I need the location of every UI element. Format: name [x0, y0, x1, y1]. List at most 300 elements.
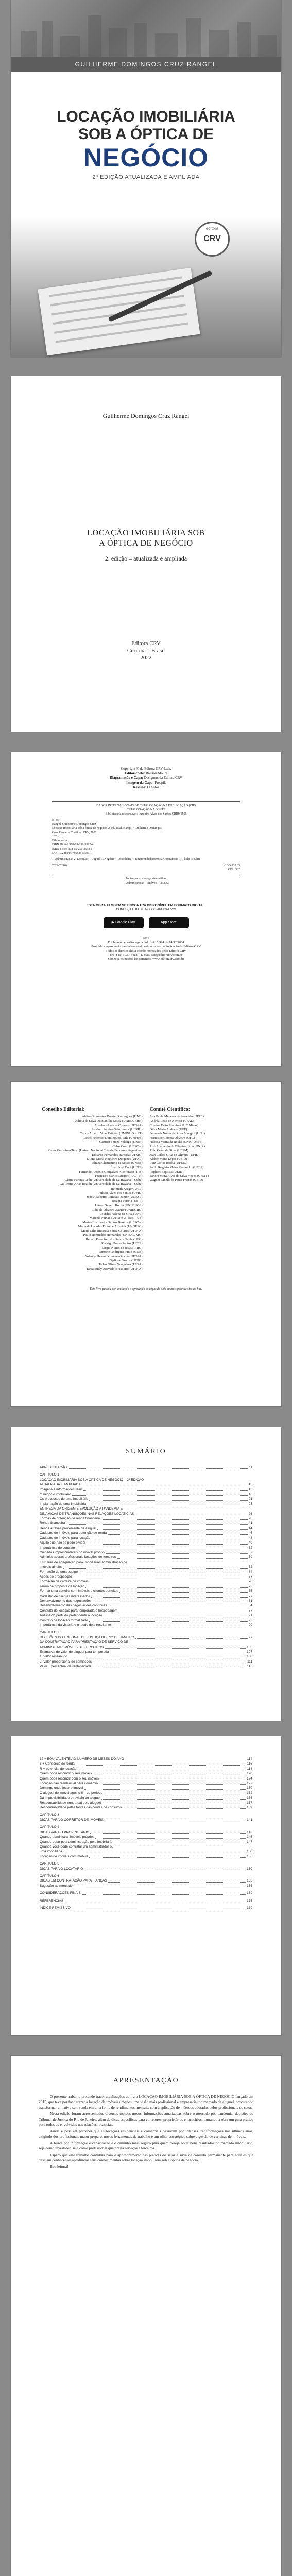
- toc-entry[interactable]: [40, 1884, 252, 1888]
- toc-entry[interactable]: [40, 1546, 252, 1550]
- council-member: Simone Rodrigues Pinto (UNB): [99, 1250, 143, 1254]
- legal-line: Conheça os nossos lançamentos: www.editoracrv.com.br: [108, 957, 184, 961]
- google-play-button[interactable]: ▶ Google Play: [104, 917, 144, 928]
- toc-entry[interactable]: [40, 1899, 252, 1903]
- council-member: Maria Cristina dos Santos Bezerra (UFSCar): [82, 1221, 143, 1225]
- toc-entry-page: 15: [248, 1483, 252, 1487]
- toc-leader-dots: [99, 1784, 246, 1785]
- cover-edition: 2ª EDIÇÃO ATUALIZADA E AMPLIADA: [92, 174, 200, 180]
- toc-entry-label: DICAS PARA O LOCATÁRIO: [40, 1867, 83, 1871]
- toc-entry[interactable]: [40, 1835, 252, 1839]
- toc-entry-label: Estrutura de adequação para imobiliárias administração de: [40, 1560, 127, 1564]
- committee-member: Wagner Cinelli de Paula Freitas (UERJ): [149, 1178, 203, 1182]
- toc-entry-page: 145: [247, 1835, 252, 1839]
- toc-leader-dots: [66, 1524, 248, 1525]
- council-member: Carlos Alberto Vilar Estêvão (UMINHO – PT): [79, 1132, 143, 1136]
- council-member: Rodrigo Pratte-Santos (UFES): [101, 1242, 143, 1246]
- title-page-title: [11, 528, 281, 549]
- toc-leader-dots: [76, 1765, 246, 1766]
- toc-entry-label: Formas de obtenção de renda financeira: [40, 1517, 100, 1521]
- toc-leader-dots: [89, 1500, 247, 1501]
- toc-entry[interactable]: [40, 1574, 252, 1579]
- credit-value: O Autor: [147, 785, 159, 789]
- toc-entry-label: Desenvolvimento das negociações contínuas: [40, 1604, 107, 1608]
- council-member: Guillermo Arias Beatón (Universidade de La Havana – Cuba): [59, 1182, 143, 1187]
- toc-entry-page: 166: [247, 1884, 252, 1888]
- toc-entry-label: Importância da vistoria e o laudo dela resultante: [40, 1623, 111, 1627]
- toc-entry-label: ENTREGA DA ORIGEM E EVOLUÇÃO À PANDEMIA E: [40, 1507, 123, 1511]
- toc-entry[interactable]: [40, 1771, 252, 1776]
- legal-line: Tel.: (41) 3039-6418 – E-mail: sac@editoracrv.com.br: [109, 953, 183, 957]
- title-page-title-line1: LOCAÇÃO IMOBILIÁRIA SOB: [87, 529, 205, 537]
- toc-entry-label: Desenvolvimento das negociações: [40, 1599, 92, 1603]
- toc-entry[interactable]: [40, 1861, 252, 1866]
- toc-entry[interactable]: [40, 1465, 252, 1470]
- toc-entry-page: 99: [248, 1623, 252, 1627]
- catalog-number: 2022-26946: [52, 864, 67, 867]
- scientific-committee-title: Comitê Científico:: [149, 1107, 191, 1112]
- toc-entry-label: R = potencial de locação: [40, 1767, 77, 1771]
- toc-entry-page: 26: [248, 1512, 252, 1516]
- toc-leader-dots: [89, 1857, 246, 1858]
- council-member: Lourdes Helena da Silva (UFV): [99, 1212, 143, 1216]
- presentation-paragraph: Boa leitura!: [50, 2164, 68, 2169]
- toc-entry-label: Importância do contrato: [40, 1546, 75, 1550]
- toc-leader-dots: [123, 1808, 246, 1809]
- toc-entry-label: CAPÍTULO 5: [40, 1862, 59, 1866]
- toc-entry[interactable]: [40, 1608, 252, 1613]
- toc-entry-page: 59: [248, 1555, 252, 1560]
- committee-member: Raphael Baptista (UERJ): [149, 1170, 184, 1174]
- toc-entry-label: 2. Valor proporcional de comissões: [40, 1659, 92, 1664]
- toc-entry-label: LOCAÇÃO IMOBILIÁRIA SOB A ÓPTICA DE NEGÓCIO – 2ª EDIÇÃO: [40, 1478, 144, 1482]
- toc-entry-label: Quando você pode contratar um administrador ou: [40, 1844, 114, 1849]
- copyright-line: Copyright © da Editora CRV Ltda.: [121, 767, 171, 771]
- toc-leader-dots: [108, 1882, 246, 1883]
- toc-entry-label: REFERÊNCIAS: [40, 1899, 64, 1903]
- toc-entry[interactable]: [40, 1526, 252, 1531]
- toc-entry[interactable]: [40, 1825, 252, 1829]
- toc-entry-page: 179: [247, 1906, 252, 1910]
- copyright-page: [11, 752, 281, 1066]
- toc-entry[interactable]: [40, 1812, 252, 1817]
- committee-member: Kleber Viana Lopes (UFRJ): [149, 1157, 187, 1161]
- toc-entry[interactable]: [40, 1818, 252, 1822]
- toc-entry[interactable]: [40, 1584, 252, 1589]
- toc-entry[interactable]: [40, 1492, 252, 1497]
- toc-entry[interactable]: [40, 1801, 252, 1805]
- toc-entry[interactable]: [40, 1906, 252, 1910]
- toc-leader-dots: [105, 1648, 246, 1649]
- legal-lines: [11, 941, 281, 961]
- book-cover: [11, 0, 281, 357]
- council-member: Helmuth Krüger (UCP): [111, 1187, 143, 1191]
- toc-entry-page: 57: [248, 1550, 252, 1554]
- toc-entry[interactable]: [40, 1560, 252, 1565]
- toc-leader-dots: [95, 1838, 246, 1839]
- toc-entry-page: 143: [247, 1830, 252, 1834]
- editorial-council-page: [11, 1082, 281, 1406]
- legal-notice: [11, 937, 281, 961]
- toc-entry-page: 108: [247, 1655, 252, 1659]
- title-page-title-line2: A ÓPTICA DE NEGÓCIO: [99, 539, 193, 548]
- toc-entry-page: 28: [248, 1517, 252, 1521]
- council-member: Eduardo Fernandes Barbosa (UFMG): [92, 1153, 143, 1157]
- toc-entry-label: Consulta de locação para temporada e hospedagem: [40, 1608, 118, 1613]
- ebook-title: ESTA OBRA TAMBÉM SE ENCONTRA DISPONÍVEL EM FORMATO DIGITAL.: [86, 904, 206, 907]
- toc-entry[interactable]: [40, 1482, 252, 1487]
- toc-entry-label: ADMINISTRAR IMÓVEIS DE TERCEIROS: [40, 1645, 104, 1649]
- toc-leader-dots: [108, 1534, 248, 1535]
- toc-entry-page: 81: [248, 1599, 252, 1603]
- toc-entry-label: Contrato de locação formalizado: [40, 1618, 88, 1622]
- toc-entry[interactable]: [40, 1599, 252, 1603]
- toc-entry-page: 135: [247, 1796, 252, 1800]
- toc-entry[interactable]: [40, 1786, 252, 1790]
- council-member: Josania Portela (UFPI): [112, 1199, 143, 1204]
- toc-entry-page: 160: [247, 1867, 252, 1871]
- toc-entry[interactable]: [40, 1805, 252, 1810]
- toc-entry[interactable]: [40, 1521, 252, 1526]
- toc-entry[interactable]: [40, 1623, 252, 1628]
- title-page-publisher: [11, 640, 281, 662]
- toc-entry[interactable]: [40, 1635, 252, 1640]
- toc-entry[interactable]: [40, 1478, 252, 1482]
- toc-entry-page: 87: [248, 1608, 252, 1613]
- toc-entry-label: Quando optar pela administração pela imobiliária: [40, 1840, 113, 1844]
- council-member: Jailson Alves dos Santos (UFRJ): [98, 1191, 143, 1195]
- toc-entry[interactable]: [40, 1540, 252, 1545]
- toc-entry-label: Cadastro de imóveis para locação: [40, 1536, 91, 1540]
- toc-entry-label: DINÂMICAS DE TRANSIÇÕES NAS RELAÇÕES LOCATÍCIAS: [40, 1512, 134, 1516]
- toc-entry-page: 16: [248, 1493, 252, 1497]
- cover-title: [11, 108, 281, 180]
- toc-entry-label: Sugestão ao mercado: [40, 1884, 73, 1888]
- table-of-contents-continued: [40, 1757, 252, 1910]
- toc-entry-page: 97: [248, 1635, 252, 1639]
- catalog-title: DADOS INTERNACIONAIS DE CATALOGAÇÃO NA PUBLICAÇÃO (CIP): [96, 804, 196, 807]
- presentation-page: [11, 2056, 281, 2576]
- toc-entry[interactable]: [40, 1472, 252, 1477]
- toc-entry[interactable]: [40, 1506, 252, 1511]
- toc-entry-page: 163: [247, 1879, 252, 1883]
- toc-leader-dots: [101, 1519, 248, 1520]
- presentation-paragraph: O presente trabalho pretende trazer atualizações ao livro LOCAÇÃO IMOBILIÁRIA SOB A ÓPTICA DE NEGÓCIO lançado em 2015, que teve por foco trazer à locação de imóveis urbanos uma visão mais profissional e empresarial do mercado de aluguel, procurando transformar um ativo sem renda em uma fonte de rendimentos mensais, com a aplicação de métodos adotados pelos profissionais do setor.: [39, 2094, 253, 2110]
- toc-leader-dots: [85, 1587, 247, 1588]
- council-member: Cesar Gerónimo Tello (Univer. Nacional Três de Febrero – Argentina): [48, 1148, 143, 1153]
- toc-entry-page: 116: [247, 1762, 252, 1766]
- toc-entry[interactable]: [40, 1664, 252, 1669]
- toc-entry-page: 70: [248, 1580, 252, 1584]
- publisher-logo-top: editora: [205, 226, 219, 231]
- toc-entry-label: O negócio imobiliário: [40, 1493, 71, 1497]
- toc-entry[interactable]: [40, 1840, 252, 1844]
- toc-entry-label: Responsabilidade pelas tarifas das contas de consumo: [40, 1806, 122, 1810]
- toc-entry-label: Locação de imóveis com mobília: [40, 1854, 89, 1858]
- toc-entry-label: Renda financeira: [40, 1521, 65, 1526]
- toc-entry[interactable]: [40, 1502, 252, 1506]
- toc-entry-label: Formação de carteira de imóveis: [40, 1580, 89, 1584]
- toc-entry-page: 44: [248, 1526, 252, 1530]
- committee-member: Cristina Brito Moreira (PUC Minas): [149, 1123, 199, 1127]
- toc-entry-label: DECISÕES DO TRIBUNAL DE JUSTIÇA DO RIO DE JANEIRO: [40, 1635, 134, 1639]
- council-member: Aldira Guimarães Duarte Domínguez (UNB): [82, 1115, 143, 1119]
- toc-entry-label: Cadastro de clientes interessados: [40, 1594, 90, 1598]
- committee-member: Sandra Mara Alves da Silva Neves (UFMT): [149, 1174, 209, 1178]
- title-page-edition: 2. edição – atualizada e ampliada: [105, 555, 187, 562]
- council-member: Tania Suely Azevedo Brasileiro (UFOPA): [86, 1267, 143, 1271]
- toc-entry-label: Os processos de uma imobiliária: [40, 1497, 89, 1501]
- toc-entry-page: 150: [247, 1850, 252, 1854]
- toc-entry[interactable]: [40, 1757, 252, 1761]
- ebook-note: [11, 904, 281, 928]
- toc-entry-label: Implantação de uma imobiliária: [40, 1502, 86, 1506]
- catalog-card: [52, 801, 240, 885]
- committee-member: Ana Paula Meneses de Azevedo (UFPE): [149, 1115, 204, 1119]
- toc-entry-label: DICAS PARA O PROPRIETÁRIO: [40, 1830, 90, 1834]
- toc-entry[interactable]: [40, 1659, 252, 1664]
- council-member: Anselmo Alencar Colares (UFOPA): [94, 1123, 143, 1127]
- toc-entry-label: CONSIDERAÇÕES FINAIS: [40, 1891, 81, 1895]
- credits-block: [11, 767, 281, 790]
- committee-member: Dilza Maria Andrade (UFF): [149, 1127, 187, 1131]
- toc-entry-label: Cadastro de imóveis para obtenção de renda: [40, 1531, 107, 1535]
- toc-entry-page: 67: [248, 1574, 252, 1579]
- toc-entry[interactable]: [40, 1891, 252, 1895]
- credit-value: Freepik: [154, 781, 166, 785]
- presentation-paragraph: A busca por informação e capacitação é o caminho mais seguro para quem deseja obter bons resultados no mercado imobiliário, seja como investidor, seja como profissional que presta serviços a terceiros.: [39, 2140, 253, 2150]
- summary-title: SUMÁRIO: [126, 1448, 166, 1455]
- toc-entry-page: 75: [248, 1589, 252, 1594]
- scientific-committee-list: [150, 1115, 251, 1182]
- toc-entry-page: 139: [247, 1806, 252, 1810]
- toc-entry-page: 48: [248, 1536, 252, 1540]
- toc-leader-dots: [119, 1592, 248, 1593]
- committee-member: Luiz Carlos Rocha (UFMG): [149, 1161, 187, 1165]
- toc-entry[interactable]: [40, 1795, 252, 1800]
- toc-entry-page: 169: [247, 1891, 252, 1895]
- toc-entry[interactable]: [40, 1640, 252, 1645]
- legal-line: Foi feito o depósito legal conf. Lei 10.994 de 14/12/2004: [108, 941, 184, 944]
- legal-line: Todos os direitos desta edição reservados pela: Editora CRV: [106, 949, 186, 953]
- cover-author: GUILHERME DOMINGOS CRUZ RANGEL: [11, 57, 281, 72]
- toc-entry-page: 175: [247, 1899, 252, 1903]
- toc-entry[interactable]: [40, 1791, 252, 1795]
- editorial-board: [42, 1108, 143, 1272]
- cover-photo: [11, 216, 281, 357]
- toc-entry-label: Cuidados imprescindíveis no imóvel próprio: [40, 1550, 105, 1554]
- toc-entry[interactable]: [40, 1761, 252, 1766]
- toc-entry[interactable]: [40, 1512, 252, 1516]
- council-member: Leonel Severo Rocha (UNISINOS): [95, 1204, 143, 1208]
- toc-entry-label: CAPÍTULO 3: [40, 1813, 59, 1817]
- council-member: Élsio José Corá (UFFS): [110, 1165, 143, 1170]
- council-member: Carmen Tereza Velanga (UNIR): [99, 1140, 143, 1144]
- toc-leader-dots: [101, 1799, 246, 1800]
- council-member: Maria de Lourdes Pinto de Almeida (UNOESC): [78, 1225, 143, 1229]
- toc-entry[interactable]: [40, 1854, 252, 1859]
- toc-entry-label: Análise do perfil do pretendente à locação: [40, 1614, 102, 1618]
- editorial-board-title: Conselho Editorial:: [42, 1107, 85, 1112]
- toc-entry[interactable]: [40, 1844, 252, 1849]
- toc-entry[interactable]: [40, 1516, 252, 1521]
- toc-entry-page: 141: [247, 1818, 252, 1822]
- catalog-subjects: 1. Administração 2. Locação – Aluguel 3. Negócio – Imobiliária 4. Empreendedorismo 5. Contratação 1. Título II. Série: [52, 858, 201, 861]
- toc-entry-label: DA CONTRATAÇÃO PARA PRESTAÇÃO DE SERVIÇO DE: [40, 1640, 129, 1645]
- toc-entry-label: CAPÍTULO 1: [40, 1473, 59, 1477]
- catalog-line: DOI 10.24824/978652513593.1: [52, 852, 92, 855]
- council-member: Elizeu Clementino de Souza (UNEB): [92, 1161, 143, 1165]
- toc-entry-page: 118: [247, 1767, 252, 1771]
- toc-entry[interactable]: [40, 1874, 252, 1878]
- credit-label: Revisão:: [133, 785, 147, 789]
- toc-entry-label: Valor + percentual de rentabilidade: [40, 1665, 92, 1669]
- toc-entry-page: 132: [247, 1791, 252, 1795]
- toc-entry[interactable]: [40, 1650, 252, 1654]
- toc-entry-label: Quando administrar imóveis próprios: [40, 1835, 95, 1839]
- toc-entry-page: 91: [248, 1614, 252, 1618]
- toc-entry[interactable]: [40, 1613, 252, 1618]
- cover-top-band: [11, 0, 281, 72]
- toc-entry[interactable]: [40, 1630, 252, 1635]
- toc-entry[interactable]: [40, 1645, 252, 1650]
- legal-year: 2022: [143, 937, 149, 940]
- toc-entry-page: 23: [248, 1502, 252, 1506]
- toc-entry[interactable]: [40, 1776, 252, 1781]
- toc-entry-page: 77: [248, 1594, 252, 1598]
- toc-entry-label: imóveis alheios: [40, 1565, 63, 1569]
- toc-entry-page: 107: [247, 1650, 252, 1654]
- catalog-index: Índice para catálogo sistemático 1. Administração – Imóveis – 333.33: [52, 875, 240, 885]
- toc-entry-label: Aquilo que não se pode olvidar: [40, 1541, 86, 1545]
- toc-entry-page: 105: [247, 1645, 252, 1649]
- toc-entry-page: 113: [247, 1665, 252, 1669]
- toc-entry[interactable]: [40, 1589, 252, 1594]
- toc-leader-dots: [97, 1529, 248, 1530]
- catalog-code: R185: [52, 819, 59, 822]
- council-member: Francisco Carlos Duarte (PUC-PR): [95, 1174, 143, 1178]
- toc-entry-page: 64: [248, 1570, 252, 1574]
- council-member: João Adalberto Campato Junior (UNESP): [86, 1195, 143, 1199]
- toc-entry-label: Administradoras profissionais locações de terceiros: [40, 1555, 116, 1560]
- toc-entry-label: ÍNDICE REMISSIVO: [40, 1906, 71, 1910]
- cover-title-line2: SOB A ÓPTICA DE: [78, 126, 214, 143]
- credit-label: Editor-chefe:: [125, 771, 145, 775]
- title-page-author: Guilherme Domingos Cruz Rangel: [102, 412, 190, 419]
- committee-member: Paulo Rogério Meira Menandro (UFES): [149, 1165, 204, 1170]
- toc-entry-label: 1. Valor ressarcido: [40, 1655, 67, 1659]
- scientific-committee: [150, 1108, 251, 1272]
- catalog-line: ISBN Digital 978-65-251-3592-4: [52, 843, 94, 846]
- toc-entry[interactable]: [40, 1579, 252, 1584]
- toc-leader-dots: [63, 1568, 247, 1569]
- toc-entry[interactable]: [40, 1550, 252, 1555]
- council-member: Paulo Romualdo Hernandes (UNIFAL-MG): [83, 1233, 143, 1237]
- council-member: Marcelo Paixão (UFRJ e UTexas – US): [89, 1216, 143, 1221]
- editorial-board-list: [42, 1115, 143, 1272]
- toc-entry[interactable]: [40, 1654, 252, 1659]
- toc-entry-page: 120: [247, 1772, 252, 1776]
- credit-label: Diagramação e Capa:: [110, 776, 143, 780]
- council-member: Gloria Fariñas León (Universidade de La Havana – Cuba): [64, 1178, 143, 1182]
- credit-value: Railson Moura: [146, 771, 167, 775]
- toc-leader-dots: [68, 1468, 248, 1469]
- toc-entry-label: APRESENTAÇÃO: [40, 1466, 67, 1469]
- toc-entry[interactable]: [40, 1570, 252, 1574]
- toc-entry-label: Estimativa de valor de aluguel para temporada: [40, 1650, 109, 1654]
- toc-entry[interactable]: [40, 1781, 252, 1786]
- toc-entry[interactable]: [40, 1565, 252, 1569]
- council-member: Lídia de Oliveira Xavier (UNIEURO): [91, 1208, 143, 1212]
- presentation-paragraph: Ainda é possível perceber que as locações residenciais e comerciais passaram por intensas transformações nos últimos anos, exigindo dos profissionais maior preparo, novas ferramentas de trabalho e um olhar estratégico sobre a gestão de carteiras de imóveis.: [39, 2128, 253, 2139]
- committee-member: Heloisa Vieira da Rocha (UNICAMP): [149, 1140, 201, 1144]
- toc-leader-dots: [117, 1558, 248, 1559]
- catalog-cdd: CDD 333.33 CDU 332: [224, 864, 240, 871]
- toc-entry-page: 46: [248, 1531, 252, 1535]
- toc-entry[interactable]: [40, 1618, 252, 1623]
- council-member: Elione Maria Nogueira Diogenes (UFAL): [86, 1157, 143, 1161]
- toc-leader-dots: [90, 1833, 246, 1834]
- summary-page-1: [11, 1427, 281, 1721]
- toc-entry[interactable]: [40, 1767, 252, 1771]
- toc-entry[interactable]: [40, 1594, 252, 1599]
- cover-title-line3: NEGÓCIO: [83, 143, 209, 172]
- council-member: Antônio Pereira Gaio Júnior (UFRRJ): [91, 1127, 143, 1131]
- credit-value: Designers da Editora CRV: [144, 776, 182, 780]
- publisher-name: Editora CRV: [131, 640, 161, 647]
- toc-entry-page: 62: [248, 1565, 252, 1569]
- committee-member: Francisco Correia Oliveira (UFC): [149, 1136, 195, 1140]
- council-member: Maria Lília Imbiriba Sousa Colares (UFOPA): [81, 1229, 143, 1233]
- toc-entry[interactable]: [40, 1603, 252, 1608]
- toc-entry-page: 52: [248, 1546, 252, 1550]
- committee-member: Andréa Leite de Alencar (UFAL): [149, 1119, 194, 1123]
- toc-leader-dots: [82, 1894, 246, 1895]
- toc-entry-page: 11: [249, 1466, 252, 1469]
- cover-title-line1: LOCAÇÃO IMOBILIÁRIA: [57, 108, 235, 125]
- toc-entry[interactable]: [40, 1555, 252, 1560]
- toc-entry[interactable]: [40, 1536, 252, 1540]
- toc-entry-label: CAPÍTULO 2: [40, 1631, 59, 1635]
- catalog-line: Locação imobiliária sob a óptica de negócio. 2. ed. atual. e ampl. / Guilherme Domingos: [52, 827, 162, 830]
- toc-entry[interactable]: [40, 1849, 252, 1854]
- toc-leader-dots: [135, 1638, 248, 1639]
- toc-entry[interactable]: [40, 1487, 252, 1492]
- toc-entry[interactable]: [40, 1531, 252, 1535]
- toc-entry-page: 41: [248, 1521, 252, 1526]
- council-member: Renato Francisco dos Santos Paula (UFG): [85, 1238, 143, 1242]
- toc-entry[interactable]: [40, 1867, 252, 1871]
- toc-entry-page: 73: [248, 1584, 252, 1588]
- toc-entry[interactable]: [40, 1878, 252, 1883]
- toc-entry[interactable]: [40, 1830, 252, 1835]
- catalog-line: Bibliografia: [52, 839, 67, 842]
- toc-entry-label: Formar uma carteira com imóveis e clientes perfeitos: [40, 1589, 118, 1594]
- toc-leader-dots: [87, 1544, 248, 1545]
- toc-entry-label: CAPÍTULO 4: [40, 1825, 59, 1829]
- catalog-librarian: Bibliotecária responsável: Luzenira Alves dos Santos CRB9/1506: [105, 812, 187, 816]
- presentation-body: [39, 2094, 253, 2170]
- toc-leader-dots: [83, 1490, 247, 1491]
- council-member: Sérgio Nunes de Jesus (IFRO): [101, 1246, 143, 1250]
- toc-entry[interactable]: [40, 1497, 252, 1501]
- toc-entry-page: 21: [248, 1497, 252, 1501]
- app-store-button[interactable]: App Store: [149, 917, 189, 928]
- toc-entry-label: 12 + EQUIVALENTE AO NÚMERO DE MESES DO ANO: [40, 1757, 124, 1761]
- toc-entry-label: Renda através proveniente de aluguel: [40, 1526, 96, 1530]
- publication-year: 2022: [140, 655, 152, 661]
- toc-entry-label: DICAS PARA O CORRETOR DE IMÓVEIS: [40, 1818, 104, 1822]
